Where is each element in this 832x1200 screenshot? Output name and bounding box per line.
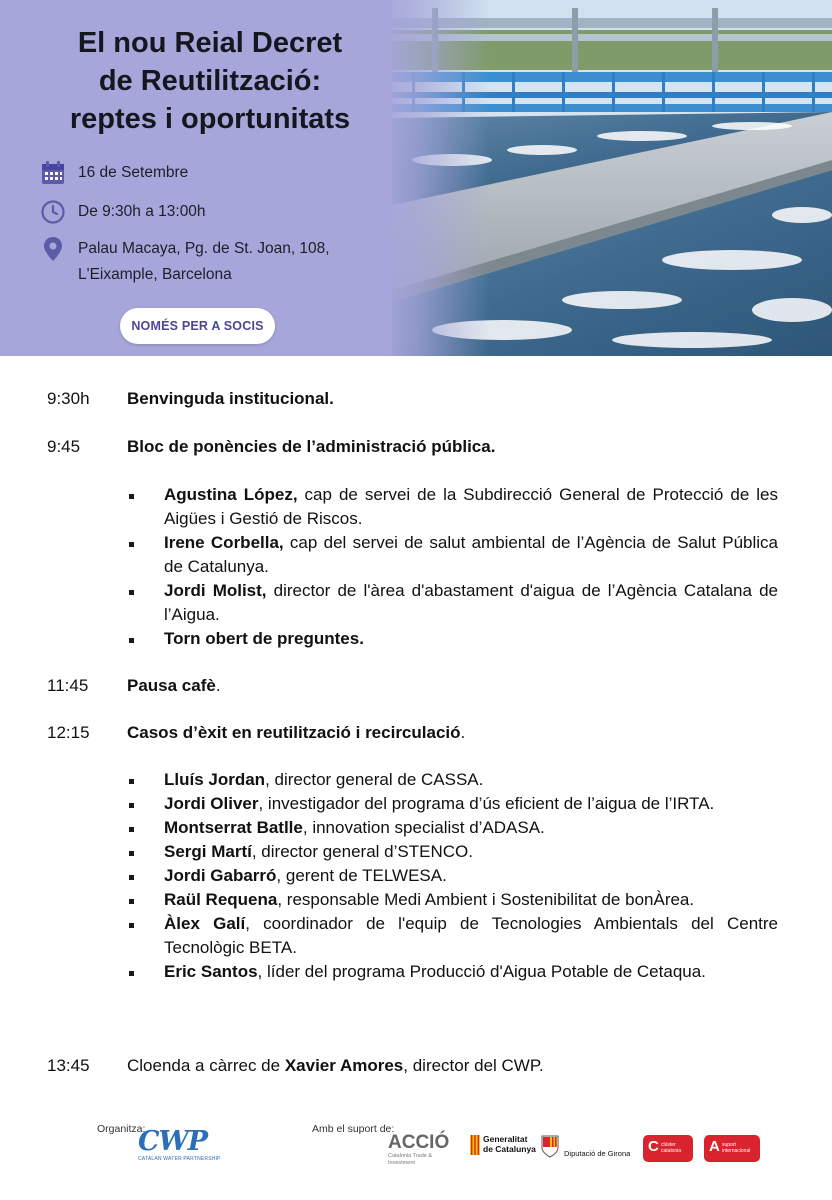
agenda-topic: Casos d’èxit en reutilització i recirculació. [127,723,466,742]
cluster-program-logo: C clúster catalonia [643,1135,693,1162]
event-title [20,24,400,138]
agenda-topic: Bloc de ponències de l’administració pública. [127,437,496,456]
speaker-item: Eric Santos, líder del programa Producció d'Aigua Potable de Cetaqua. [127,960,778,984]
location-pin-icon [40,236,66,262]
speaker-item: Àlex Galí, coordinador de l'equip de Tecnologies Ambientals del Centre Tecnològic BETA. [127,912,778,960]
speaker-item: Agustina López, cap de servei de la Subdirecció General de Protecció de les Aigües i Gestió de Riscos. [127,483,778,531]
date-text: 16 de Setembre [78,164,189,181]
organizer-label: Organitza: [97,1123,146,1135]
members-only-badge: NOMÉS PER A SOCIS [120,308,275,344]
speaker-item: Lluís Jordan, director general de CASSA. [127,768,778,792]
agenda-time: 13:45 [47,1056,90,1075]
speaker-item: Sergi Martí, director general d’STENCO. [127,840,778,864]
agenda-time: 12:15 [47,723,90,742]
title-line: reptes i oportunitats [69,103,351,135]
international-support-logo: A suport internacional [704,1135,760,1162]
accio-logo: ACCIÓ Catalonia Trade & Investment [388,1132,450,1166]
location-line-1: Palau Macaya, Pg. de St. Joan, 108, [78,240,330,257]
support-label: Amb el suport de: [312,1123,395,1135]
speaker-list-cases [127,768,778,984]
speaker-item: Irene Corbella, cap del servei de salut ambiental de l’Agència de Salut Pública de Catalunya. [127,531,778,579]
coat-of-arms-icon [540,1134,560,1158]
location-line-2: L'Eixample, Barcelona [78,266,232,283]
speaker-list-administration [127,483,778,651]
speaker-item: Torn obert de preguntes. [127,627,778,651]
generalitat-logo: Generalitat de Catalunya [470,1134,536,1162]
speaker-item: Raül Requena, responsable Medi Ambient i Sostenibilitat de bonÀrea. [127,888,778,912]
cwp-logo: CWP CATALAN WATER PARTNERSHIP [138,1126,221,1162]
diputacio-girona-logo: Diputació de Girona [540,1134,635,1164]
agenda-topic: Cloenda a càrrec de Xavier Amores, director del CWP. [127,1056,544,1075]
title-line: El nou Reial Decret [77,27,343,59]
speaker-item: Jordi Oliver, investigador del programa d’ús eficient de l’aigua de l’IRTA. [127,792,778,816]
calendar-icon [40,160,66,186]
title-line: de Reutilització: [98,65,322,97]
agenda-time: 9:30h [47,389,90,408]
senyera-icon [470,1135,480,1155]
agenda-topic: Benvinguda institucional. [127,389,334,408]
speaker-item: Jordi Gabarró, gerent de TELWESA. [127,864,778,888]
time-text: De 9:30h a 13:00h [78,203,206,220]
speaker-item: Montserrat Batlle, innovation specialist d’ADASA. [127,816,778,840]
agenda-time: 11:45 [47,676,89,695]
agenda-time: 9:45 [47,437,81,456]
clock-icon [40,199,66,225]
agenda-topic: Pausa cafè. [127,676,221,695]
event-header [0,0,832,356]
speaker-item: Jordi Molist, director de l'àrea d'abastament d'aigua de l’Agència Catalana de l’Aigua. [127,579,778,627]
